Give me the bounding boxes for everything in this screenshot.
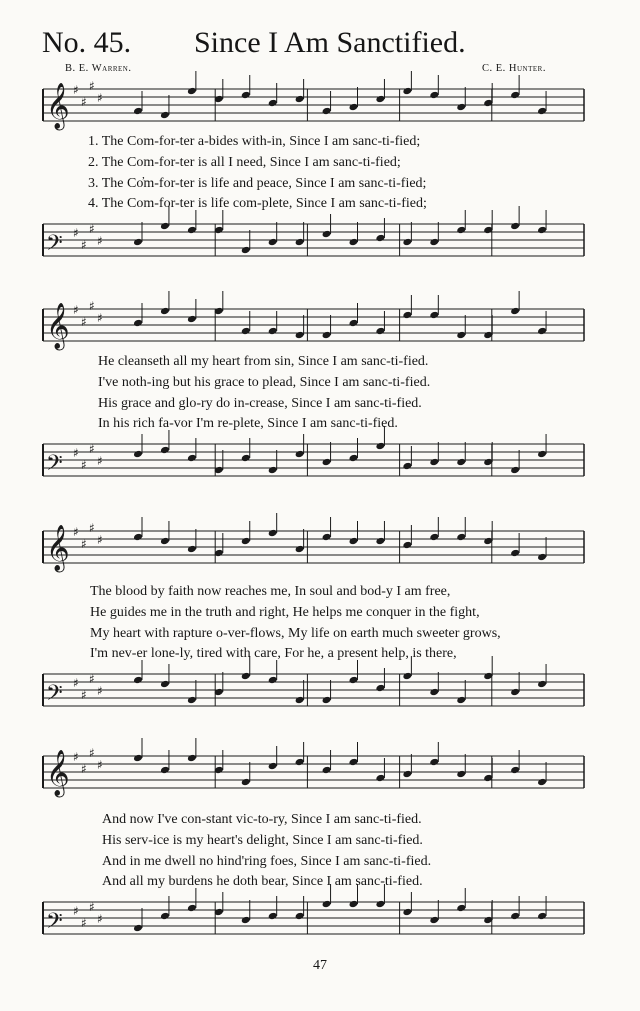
lyric-line: My heart with rapture o-ver-flows, My life on earth much sweeter grows, <box>90 626 501 641</box>
bass-clef-icon: 𝄢 <box>46 451 63 481</box>
bass-clef-icon: 𝄢 <box>46 231 63 261</box>
note-head <box>322 230 332 239</box>
note-head <box>160 680 170 689</box>
note-head <box>187 754 197 763</box>
sharp-icon: ♯ <box>81 238 87 252</box>
sharp-icon: ♯ <box>89 79 95 93</box>
note-head <box>402 672 412 681</box>
sharp-icon: ♯ <box>97 91 103 105</box>
note-head <box>349 103 359 112</box>
note-head <box>349 900 359 909</box>
bass-staff <box>0 440 640 500</box>
note-head <box>187 545 197 554</box>
bass-clef-icon: 𝄢 <box>46 909 63 939</box>
note-head <box>402 238 412 247</box>
sharp-icon: ♯ <box>81 95 87 109</box>
note-head <box>295 758 305 767</box>
lyric-line: He guides me in the truth and right, He helps me conquer in the fight, <box>90 605 480 620</box>
sharp-icon: ♯ <box>73 446 79 460</box>
composer-credit: C. E. Hunter. <box>482 63 546 74</box>
note-head <box>456 533 466 542</box>
note-head <box>537 450 547 459</box>
note-head <box>295 238 305 247</box>
note-head <box>160 222 170 231</box>
note-head <box>133 676 143 685</box>
note-head <box>295 545 305 554</box>
note-head <box>295 450 305 459</box>
note-head <box>160 766 170 775</box>
sharp-icon: ♯ <box>73 750 79 764</box>
sharp-icon: ♯ <box>89 746 95 760</box>
sharp-icon: ♯ <box>97 454 103 468</box>
note-head <box>349 537 359 546</box>
note-head <box>241 537 251 546</box>
lyric-line: He cleanseth all my heart from sin, Since I am sanc-ti-fied. <box>98 354 429 369</box>
lyric-line: His serv-ice is my heart's delight, Since I am sanc-ti-fied. <box>102 833 423 848</box>
note-head <box>402 541 412 550</box>
note-head <box>133 924 143 933</box>
note-head <box>429 311 439 320</box>
note-head <box>133 238 143 247</box>
note-head <box>429 458 439 467</box>
note-head <box>537 226 547 235</box>
note-head <box>375 537 385 546</box>
lyric-line: In his rich fa-vor I'm re-plete, Since I am sanc-ti-fied. <box>98 416 398 431</box>
sharp-icon: ♯ <box>81 458 87 472</box>
note-head <box>322 107 332 116</box>
sharp-icon: ♯ <box>73 303 79 317</box>
note-head <box>510 549 520 558</box>
note-head <box>322 696 332 705</box>
note-head <box>268 676 278 685</box>
note-head <box>375 442 385 451</box>
note-head <box>133 754 143 763</box>
note-head <box>241 327 251 336</box>
sharp-icon: ♯ <box>89 299 95 313</box>
note-head <box>268 762 278 771</box>
note-head <box>456 696 466 705</box>
note-head <box>268 238 278 247</box>
note-head <box>241 91 251 100</box>
note-head <box>322 900 332 909</box>
sharp-icon: ♯ <box>97 234 103 248</box>
sharp-icon: ♯ <box>89 521 95 535</box>
note-head <box>133 450 143 459</box>
note-head <box>429 758 439 767</box>
sharp-icon: ♯ <box>89 442 95 456</box>
note-head <box>510 91 520 100</box>
note-head <box>322 331 332 340</box>
note-head <box>456 458 466 467</box>
bass-clef-icon: 𝄢 <box>46 681 63 711</box>
lyric-line: The blood by faith now reaches me, In soul and bod-y I am free, <box>90 584 451 599</box>
note-head <box>160 111 170 120</box>
lyric-line: 4. The Com-for-ter is life com-plete, Since I am sanc-ti-fied; <box>88 196 427 211</box>
note-head <box>295 696 305 705</box>
lyricist-credit: B. E. Warren. <box>65 63 132 74</box>
note-head <box>375 774 385 783</box>
note-head <box>160 912 170 921</box>
note-head <box>456 904 466 913</box>
note-head <box>295 95 305 104</box>
note-head <box>510 688 520 697</box>
note-head <box>456 331 466 340</box>
sharp-icon: ♯ <box>97 912 103 926</box>
sharp-icon: ♯ <box>81 537 87 551</box>
note-head <box>268 912 278 921</box>
note-head <box>402 87 412 96</box>
lyric-line: His grace and glo-ry do in-crease, Since I am sanc-ti-fied. <box>98 396 422 411</box>
note-head <box>241 246 251 255</box>
note-head <box>537 553 547 562</box>
treble-staff <box>0 521 640 587</box>
sharp-icon: ♯ <box>89 672 95 686</box>
sharp-icon: ♯ <box>81 315 87 329</box>
note-head <box>133 319 143 328</box>
sharp-icon: ♯ <box>81 762 87 776</box>
note-head <box>187 696 197 705</box>
sharp-icon: ♯ <box>73 83 79 97</box>
note-head <box>456 103 466 112</box>
lyric-line: And all my burdens he doth bear, Since I am sanc-ti-fied. <box>102 874 423 889</box>
sharp-icon: ♯ <box>73 904 79 918</box>
sharp-icon: ♯ <box>89 900 95 914</box>
note-head <box>456 226 466 235</box>
note-head <box>429 238 439 247</box>
bass-staff <box>0 898 640 958</box>
page-number: 47 <box>313 958 327 973</box>
note-head <box>402 311 412 320</box>
lyric-line: 1. The Com-for-ter a-bides with-in, Since I am sanc-ti-fied; <box>88 134 421 149</box>
note-head <box>160 446 170 455</box>
note-head <box>322 766 332 775</box>
note-head <box>375 684 385 693</box>
sharp-icon: ♯ <box>81 916 87 930</box>
note-head <box>456 770 466 779</box>
note-head <box>510 766 520 775</box>
note-head <box>241 916 251 925</box>
note-head <box>510 222 520 231</box>
treble-clef-icon: 𝄞 <box>46 303 70 349</box>
note-head <box>349 454 359 463</box>
lyric-line: I'm nev-er lone-ly, tired with care, For he, a present help, is there, <box>90 646 457 661</box>
note-head <box>349 676 359 685</box>
note-head <box>268 327 278 336</box>
note-head <box>322 458 332 467</box>
note-head <box>160 307 170 316</box>
note-head <box>241 454 251 463</box>
note-head <box>429 688 439 697</box>
treble-clef-icon: 𝄞 <box>46 525 70 571</box>
note-head <box>187 226 197 235</box>
note-head <box>322 533 332 542</box>
sharp-icon: ♯ <box>73 226 79 240</box>
note-head <box>537 912 547 921</box>
lyric-line: 2. The Com-for-ter is all I need, Since I am sanc-ti-fied; <box>88 155 401 170</box>
note-head <box>429 916 439 925</box>
note-head <box>537 327 547 336</box>
treble-clef-icon: 𝄞 <box>46 750 70 796</box>
hymn-header <box>0 0 640 74</box>
note-head <box>187 315 197 324</box>
note-head <box>349 758 359 767</box>
lyric-line: And in me dwell no hind'ring foes, Since I am sanc-ti-fied. <box>102 854 432 869</box>
note-head <box>187 454 197 463</box>
note-head <box>402 462 412 471</box>
note-head <box>537 680 547 689</box>
note-head <box>510 307 520 316</box>
treble-clef-icon: 𝄞 <box>46 83 70 129</box>
note-head <box>295 331 305 340</box>
hymn-number: No. 45. <box>42 26 132 59</box>
note-head <box>537 107 547 116</box>
sharp-icon: ♯ <box>81 688 87 702</box>
note-head <box>187 904 197 913</box>
sharp-icon: ♯ <box>97 311 103 325</box>
sharp-icon: ♯ <box>97 533 103 547</box>
note-head <box>295 912 305 921</box>
note-head <box>375 234 385 243</box>
sharp-icon: ♯ <box>97 758 103 772</box>
note-head <box>429 91 439 100</box>
note-head <box>349 319 359 328</box>
note-head <box>268 529 278 538</box>
note-head <box>133 107 143 116</box>
sharp-icon: ♯ <box>73 525 79 539</box>
note-head <box>187 87 197 96</box>
note-head <box>160 537 170 546</box>
note-head <box>375 327 385 336</box>
note-head <box>268 466 278 475</box>
note-head <box>241 778 251 787</box>
lyric-line: And now I've con-stant vic-to-ry, Since I am sanc-ti-fied. <box>102 812 422 827</box>
note-head <box>537 778 547 787</box>
sharp-icon: ♯ <box>97 684 103 698</box>
treble-staff <box>0 746 640 812</box>
sharp-icon: ♯ <box>73 676 79 690</box>
hymn-title: Since I Am Sanctified. <box>194 26 466 59</box>
bass-staff <box>0 220 640 280</box>
note-head <box>402 908 412 917</box>
note-head <box>510 912 520 921</box>
note-head <box>268 99 278 108</box>
note-head <box>375 95 385 104</box>
note-head <box>402 770 412 779</box>
note-head <box>375 900 385 909</box>
note-head <box>510 466 520 475</box>
note-head <box>241 672 251 681</box>
note-head <box>349 238 359 247</box>
bass-staff <box>0 670 640 730</box>
lyric-line: I've noth-ing but his grace to plead, Since I am sanc-ti-fied. <box>98 375 431 390</box>
note-head <box>133 533 143 542</box>
sharp-icon: ♯ <box>89 222 95 236</box>
lyric-line: 3. The Co̓m-for-ter is life and peace, Since I am sanc-ti-fied; <box>88 176 427 191</box>
note-head <box>429 533 439 542</box>
